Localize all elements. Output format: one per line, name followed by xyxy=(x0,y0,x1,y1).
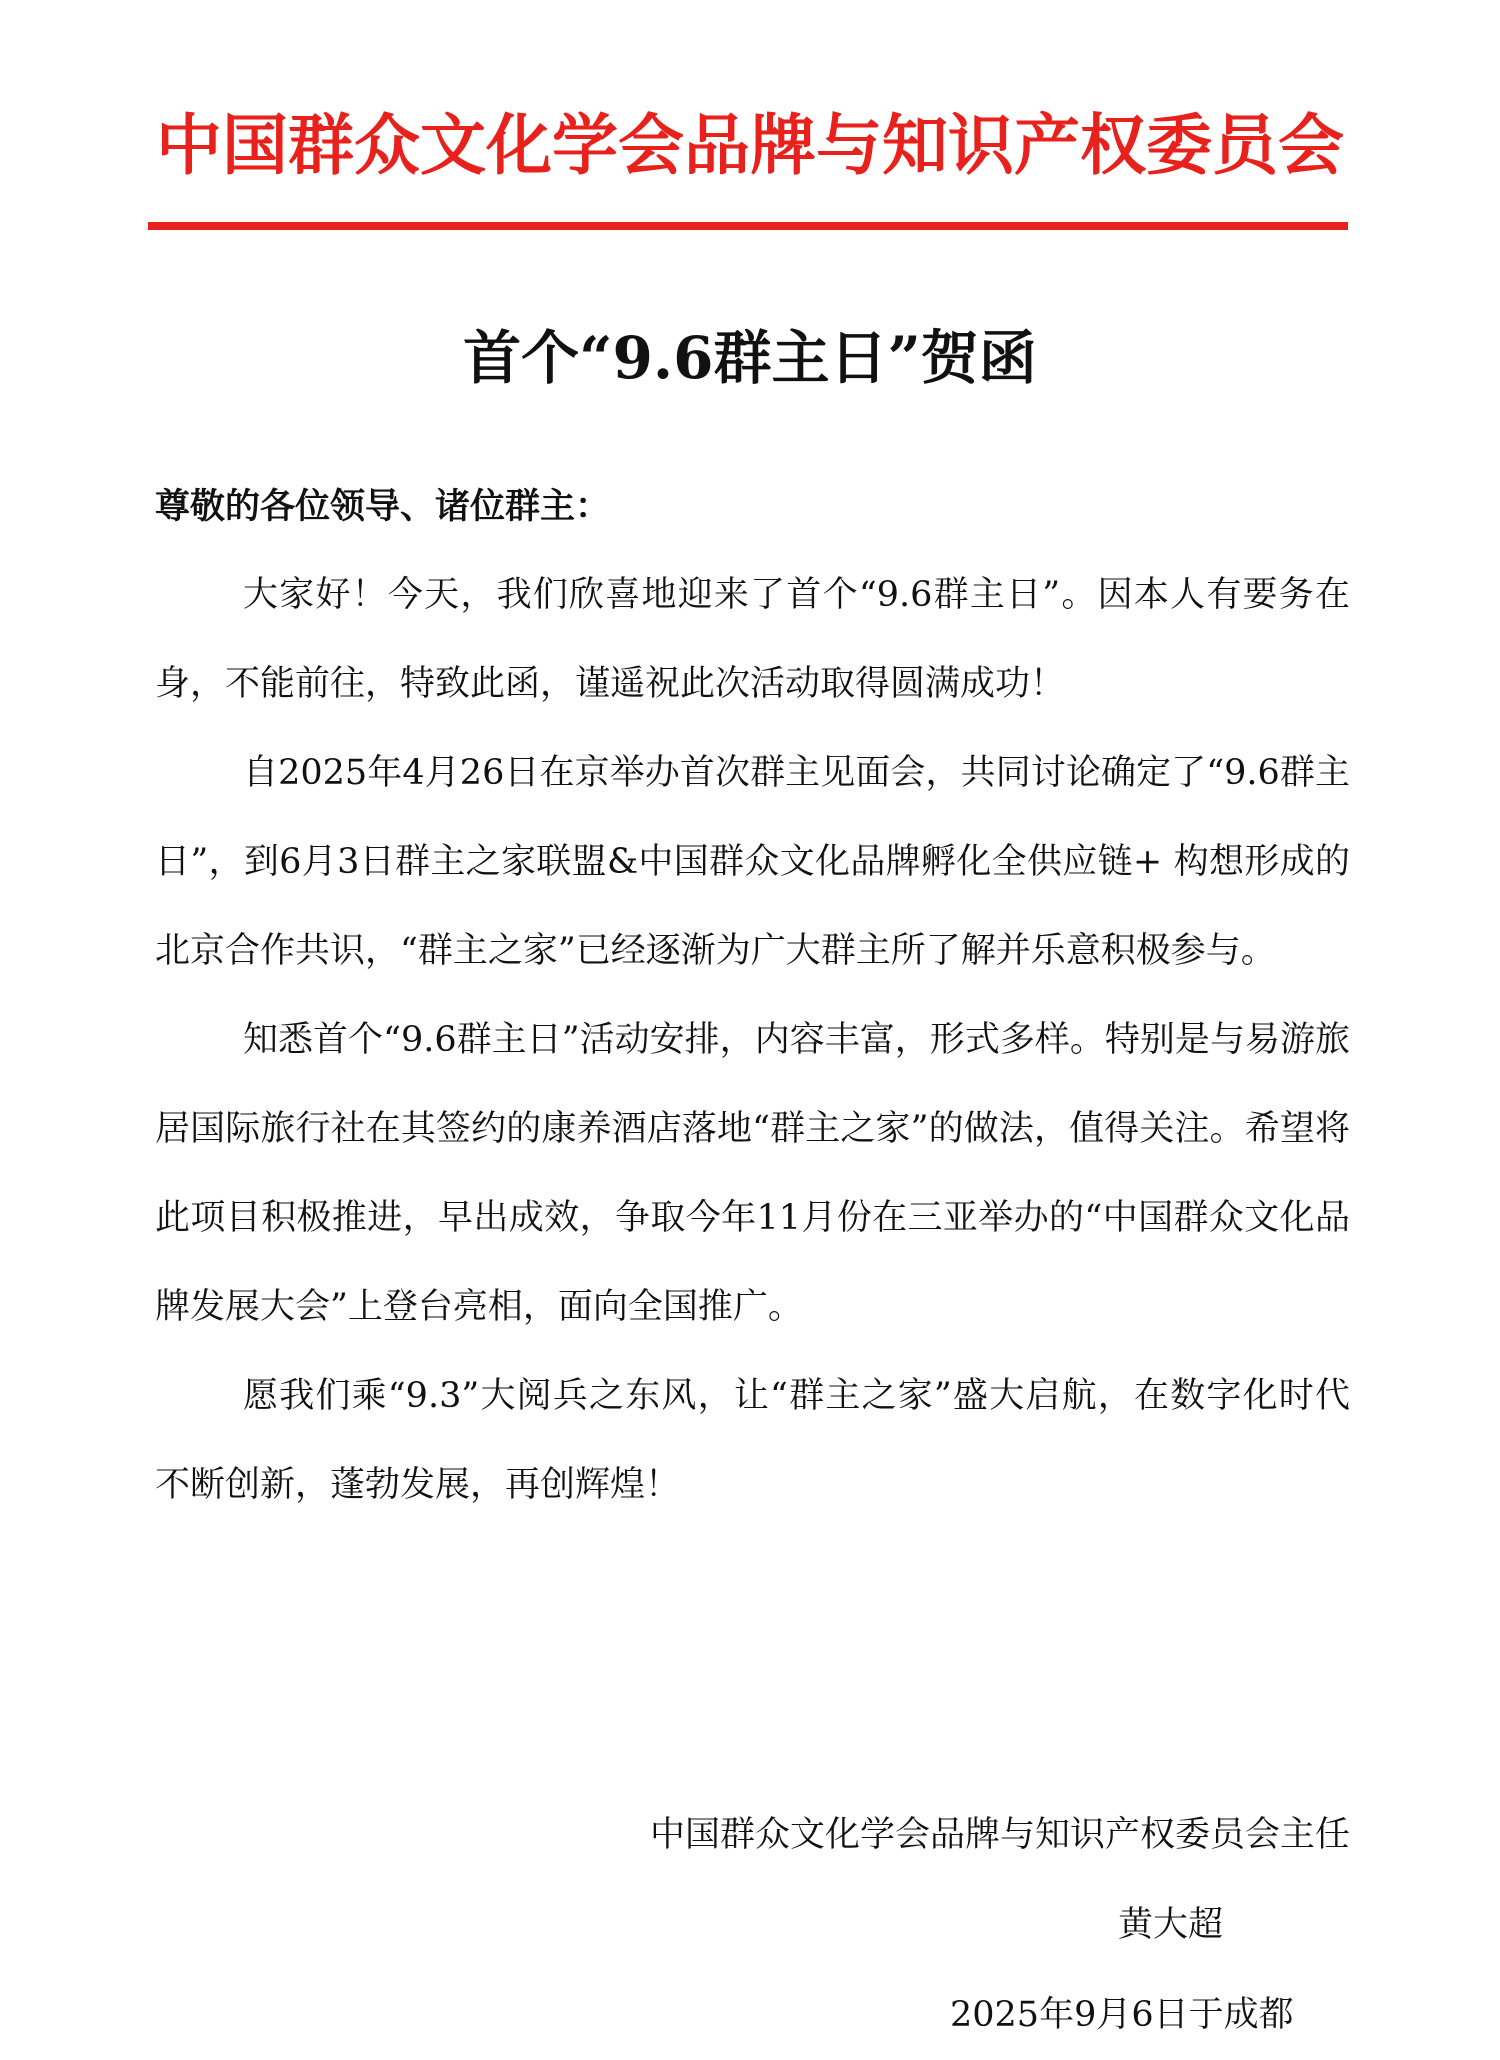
paragraph-greeting: 大家好！今天，我们欣喜地迎来了首个“9.6群主日”。因本人有要务在身，不能前往，特致此函，谨遥祝此次活动取得圆满成功！ xyxy=(155,575,1350,704)
salutation: 尊敬的各位领导、诸位群主： xyxy=(155,486,611,527)
letterhead-red-rule xyxy=(148,222,1348,230)
signature-date-place: 2025年9月6日于成都 xyxy=(950,1995,1294,2035)
document-title: 首个“9.6群主日”贺函 xyxy=(463,324,1037,392)
paragraph-closing: 愿我们乘“9.3”大阅兵之东风，让“群主之家”盛大启航，在数字化时代不断创新，蓬勃发展，再创辉煌！ xyxy=(155,1376,1350,1505)
signature-block xyxy=(350,1790,1350,2035)
letterhead-organization: 中国群众文化学会品牌与知识产权委员会 xyxy=(156,106,1344,184)
signature-name: 黄大超 xyxy=(1118,1905,1224,1945)
paragraph-activities: 知悉首个“9.6群主日”活动安排，内容丰富，形式多样。特别是与易游旅居国际旅行社在其签约的康养酒店落地“群主之家”的做法，值得关注。希望将此项目积极推进，早出成效，争取今年11月份在三亚举办的“中国群众文化品牌发展大会”上登台亮相，面向全国推广。 xyxy=(155,1020,1350,1327)
letter-body xyxy=(155,462,1350,1530)
signature-organization-title: 中国群众文化学会品牌与知识产权委员会主任 xyxy=(649,1815,1350,1855)
paragraph-background: 自2025年4月26日在京举办首次群主见面会，共同讨论确定了“9.6群主日”，到6月3日群主之家联盟&中国群众文化品牌孵化全供应链+ 构想形成的北京合作共识，“群主之家”已经逐渐为广大群主所了解并乐意积极参与。 xyxy=(155,753,1350,971)
